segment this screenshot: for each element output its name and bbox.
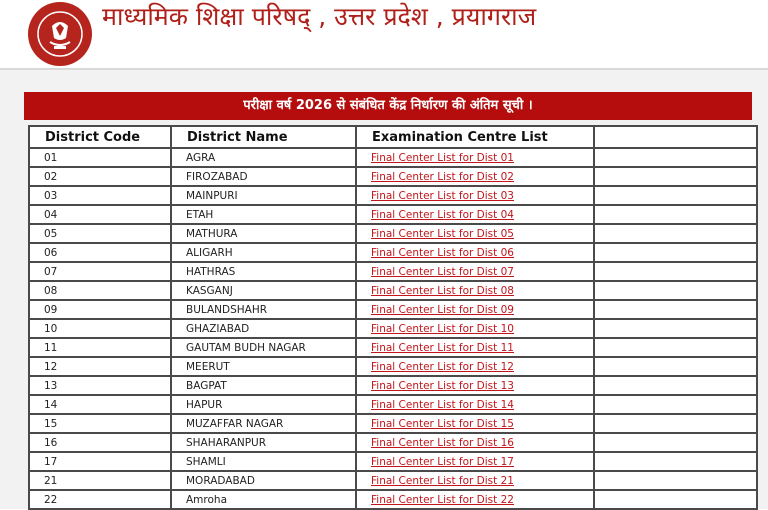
empty-cell	[594, 224, 757, 243]
final-center-list-link[interactable]: Final Center List for Dist 13	[371, 379, 514, 392]
centre-list-cell	[356, 452, 594, 471]
centre-list-cell	[356, 148, 594, 167]
district-name-cell: GHAZIABAD	[171, 319, 356, 338]
column-header-district-code: District Code	[29, 126, 171, 148]
district-code-cell: 16	[29, 433, 171, 452]
centre-list-cell	[356, 376, 594, 395]
table-row	[29, 167, 757, 186]
column-header-exam-centre-list: Examination Centre List	[356, 126, 594, 148]
table-row	[29, 376, 757, 395]
centre-list-cell	[356, 243, 594, 262]
district-code-cell: 21	[29, 471, 171, 490]
empty-cell	[594, 243, 757, 262]
table-row	[29, 205, 757, 224]
table-row	[29, 281, 757, 300]
empty-cell	[594, 319, 757, 338]
table-row	[29, 471, 757, 490]
centre-list-cell	[356, 262, 594, 281]
final-center-list-link[interactable]: Final Center List for Dist 09	[371, 303, 514, 316]
final-center-list-link[interactable]: Final Center List for Dist 14	[371, 398, 514, 411]
empty-cell	[594, 452, 757, 471]
table-row	[29, 319, 757, 338]
centre-list-cell	[356, 224, 594, 243]
district-code-cell: 15	[29, 414, 171, 433]
district-code-cell: 14	[29, 395, 171, 414]
district-name-cell: HAPUR	[171, 395, 356, 414]
district-name-cell: GAUTAM BUDH NAGAR	[171, 338, 356, 357]
centre-list-cell	[356, 281, 594, 300]
table-row	[29, 300, 757, 319]
centre-list-cell	[356, 319, 594, 338]
empty-cell	[594, 395, 757, 414]
empty-cell	[594, 205, 757, 224]
district-code-cell: 04	[29, 205, 171, 224]
district-code-cell: 13	[29, 376, 171, 395]
district-name-cell: Amroha	[171, 490, 356, 509]
district-code-cell: 02	[29, 167, 171, 186]
final-center-list-link[interactable]: Final Center List for Dist 15	[371, 417, 514, 430]
district-name-cell: ALIGARH	[171, 243, 356, 262]
empty-cell	[594, 338, 757, 357]
table-row	[29, 490, 757, 509]
district-name-cell: BULANDSHAHR	[171, 300, 356, 319]
exam-centre-table	[28, 125, 758, 510]
centre-list-cell	[356, 186, 594, 205]
main-content	[0, 70, 768, 509]
district-code-cell: 05	[29, 224, 171, 243]
final-center-list-link[interactable]: Final Center List for Dist 11	[371, 341, 514, 354]
district-code-cell: 12	[29, 357, 171, 376]
centre-list-cell	[356, 338, 594, 357]
district-name-cell: HATHRAS	[171, 262, 356, 281]
centre-list-cell	[356, 167, 594, 186]
table-row	[29, 452, 757, 471]
district-name-cell: SHAMLI	[171, 452, 356, 471]
table-row	[29, 262, 757, 281]
district-name-cell: SHAHARANPUR	[171, 433, 356, 452]
centre-list-cell	[356, 490, 594, 509]
final-center-list-link[interactable]: Final Center List for Dist 10	[371, 322, 514, 335]
centre-list-cell	[356, 471, 594, 490]
empty-cell	[594, 262, 757, 281]
district-name-cell: BAGPAT	[171, 376, 356, 395]
site-title: माध्यमिक शिक्षा परिषद् , उत्तर प्रदेश , प्रयागराज	[102, 2, 537, 31]
final-center-list-link[interactable]: Final Center List for Dist 17	[371, 455, 514, 468]
final-center-list-link[interactable]: Final Center List for Dist 22	[371, 493, 514, 506]
district-name-cell: KASGANJ	[171, 281, 356, 300]
empty-cell	[594, 433, 757, 452]
site-header	[0, 0, 768, 68]
final-center-list-link[interactable]: Final Center List for Dist 12	[371, 360, 514, 373]
district-name-cell: AGRA	[171, 148, 356, 167]
final-center-list-link[interactable]: Final Center List for Dist 08	[371, 284, 514, 297]
empty-cell	[594, 376, 757, 395]
column-header-district-name: District Name	[171, 126, 356, 148]
district-code-cell: 08	[29, 281, 171, 300]
empty-cell	[594, 471, 757, 490]
table-row	[29, 243, 757, 262]
table-row	[29, 357, 757, 376]
empty-cell	[594, 186, 757, 205]
district-code-cell: 01	[29, 148, 171, 167]
up-government-emblem-logo	[28, 2, 92, 66]
district-name-cell: MEERUT	[171, 357, 356, 376]
empty-cell	[594, 490, 757, 509]
table-row	[29, 414, 757, 433]
final-center-list-link[interactable]: Final Center List for Dist 02	[371, 170, 514, 183]
table-row	[29, 186, 757, 205]
district-code-cell: 03	[29, 186, 171, 205]
table-row	[29, 148, 757, 167]
table-header-row	[29, 126, 757, 148]
empty-cell	[594, 300, 757, 319]
district-name-cell: MUZAFFAR NAGAR	[171, 414, 356, 433]
centre-list-cell	[356, 205, 594, 224]
district-name-cell: MATHURA	[171, 224, 356, 243]
district-code-cell: 09	[29, 300, 171, 319]
district-name-cell: FIROZABAD	[171, 167, 356, 186]
district-name-cell: MAINPURI	[171, 186, 356, 205]
final-center-list-link[interactable]: Final Center List for Dist 06	[371, 246, 514, 259]
centre-list-cell	[356, 433, 594, 452]
empty-cell	[594, 281, 757, 300]
empty-cell	[594, 414, 757, 433]
centre-list-cell	[356, 414, 594, 433]
district-code-cell: 17	[29, 452, 171, 471]
final-center-list-link[interactable]: Final Center List for Dist 21	[371, 474, 514, 487]
table-row	[29, 224, 757, 243]
final-center-list-link[interactable]: Final Center List for Dist 05	[371, 227, 514, 240]
district-code-cell: 22	[29, 490, 171, 509]
final-center-list-link[interactable]: Final Center List for Dist 16	[371, 436, 514, 449]
final-center-list-link[interactable]: Final Center List for Dist 04	[371, 208, 514, 221]
empty-cell	[594, 167, 757, 186]
district-code-cell: 07	[29, 262, 171, 281]
table-row	[29, 338, 757, 357]
centre-list-cell	[356, 300, 594, 319]
final-center-list-link[interactable]: Final Center List for Dist 03	[371, 189, 514, 202]
table-row	[29, 395, 757, 414]
district-code-cell: 06	[29, 243, 171, 262]
empty-cell	[594, 357, 757, 376]
district-name-cell: MORADABAD	[171, 471, 356, 490]
centre-list-cell	[356, 395, 594, 414]
column-header-empty	[594, 126, 757, 148]
table-row	[29, 433, 757, 452]
district-code-cell: 10	[29, 319, 171, 338]
final-center-list-link[interactable]: Final Center List for Dist 01	[371, 151, 514, 164]
empty-cell	[594, 148, 757, 167]
final-center-list-link[interactable]: Final Center List for Dist 07	[371, 265, 514, 278]
notice-banner: परीक्षा वर्ष 2026 से संबंधित केंद्र निर्धारण की अंतिम सूची ।	[24, 92, 752, 120]
centre-list-cell	[356, 357, 594, 376]
district-code-cell: 11	[29, 338, 171, 357]
district-name-cell: ETAH	[171, 205, 356, 224]
